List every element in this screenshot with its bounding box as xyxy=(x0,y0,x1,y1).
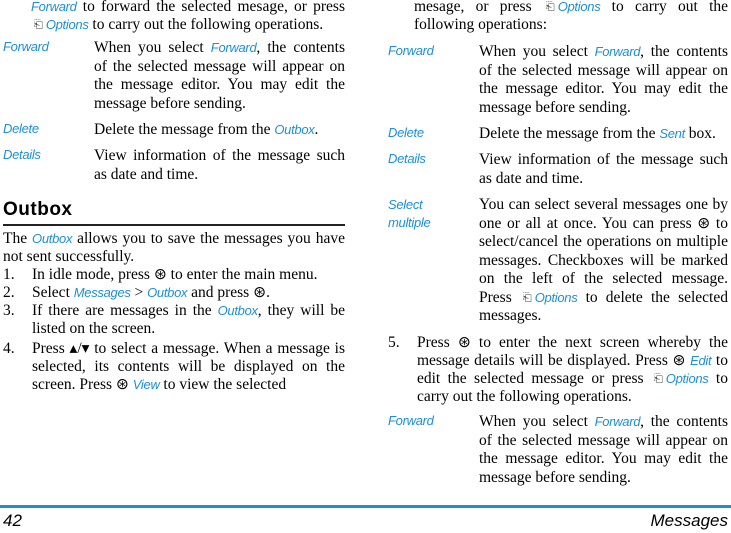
step-1: 1. In idle mode, press ⊛ to enter the main menu. xyxy=(3,266,318,283)
softkey-icon: ⎗ xyxy=(522,290,532,304)
left-intro: Forward to forward the selected mesage, or press ⎗ Options to carry out the following operations. xyxy=(31,0,345,33)
footer-rule xyxy=(0,505,731,508)
intro-forward-keyword: Forward xyxy=(31,0,77,14)
outbox-paragraph: The Outbox allows you to save the messages you have not sent successfully. xyxy=(3,230,345,265)
softkey-icon: ⎗ xyxy=(653,372,663,385)
step-2: 2. Select Messages > Outbox and press ⊛. xyxy=(3,284,270,301)
right-intro: mesage, or press ⎗ Options to carry out the following operations: xyxy=(414,0,729,33)
softkey-icon: ⎗ xyxy=(34,18,43,31)
page-number: 42 xyxy=(3,511,22,530)
outbox-steps xyxy=(3,266,345,394)
section-name: Messages xyxy=(650,511,728,530)
step-5: 5. Press ⊛ to enter the next screen whereby the message details will be displayed. Press ⊛ Edit to edit the selected message or press ⎗ Options to carry out the following operations. xyxy=(388,334,728,405)
step-3: 3. If there are messages in the Outbox, they will be listed on the screen. xyxy=(3,302,345,337)
section-heading-outbox: Outbox xyxy=(3,199,345,226)
softkey-icon: ⎗ xyxy=(545,0,555,13)
step-4: 4. Press ▴/▾ to select a message. When a message is selected, its contents will be displayed on the screen. Press ⊛ View to view the selected xyxy=(3,340,345,393)
